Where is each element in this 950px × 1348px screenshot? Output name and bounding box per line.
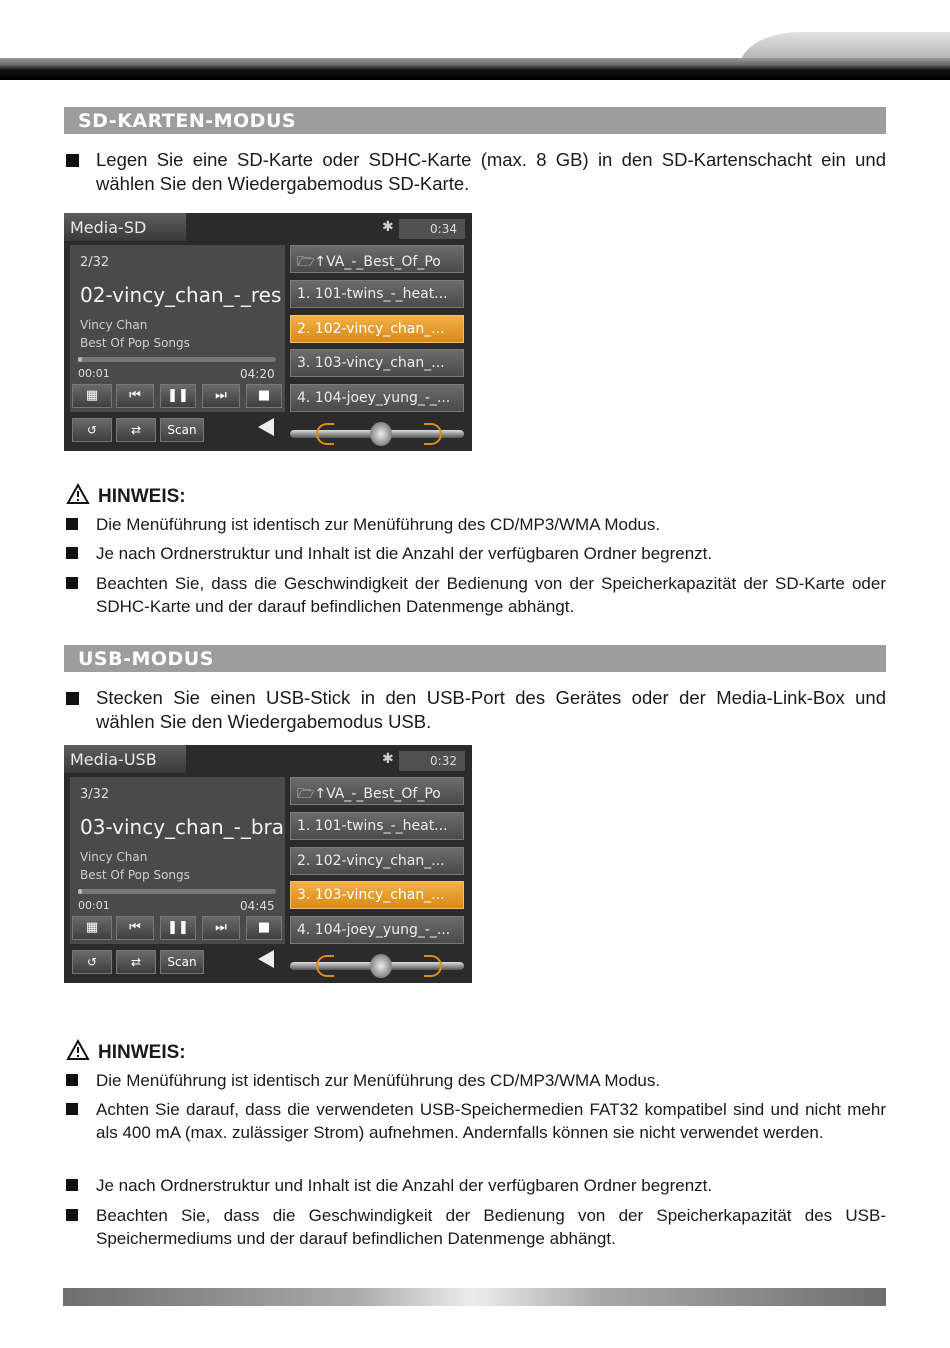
section-header-sd	[64, 107, 886, 134]
section-title: USB-MODUS	[78, 648, 214, 670]
playlist-item[interactable]	[290, 812, 464, 840]
progress-bar[interactable]	[78, 889, 276, 894]
keypad-button[interactable]	[72, 916, 112, 940]
bullet-text: Beachten Sie, dass die Geschwindigkeit der Bedienung von der Speicherkapazität der SD-Karte oder SDHC-Karte und der darauf befindlichen Datenmenge abhängt.	[96, 574, 886, 616]
playlist-item-label: 3. 103-vincy_chan_...	[297, 355, 445, 371]
header-band	[0, 58, 950, 80]
next-button[interactable]	[202, 916, 240, 940]
repeat-button[interactable]	[72, 418, 112, 442]
volume-knob-icon[interactable]	[370, 422, 392, 446]
bullet-square	[66, 577, 78, 589]
bullet-square	[66, 1179, 78, 1191]
stop-icon: ■	[257, 388, 271, 403]
bullet-square	[66, 1209, 78, 1221]
intro-bullet-usb	[66, 686, 886, 734]
playlist-item-label: 1. 101-twins_-_heat...	[297, 286, 448, 302]
mode-controls	[70, 950, 285, 976]
transport-controls	[70, 916, 285, 942]
media-sd-screenshot	[64, 213, 472, 451]
bullet-text: Beachten Sie, dass die Geschwindigkeit der Bedienung von der Speicherkapazität des USB-Speichermediums und der darauf befindlichen Datenmenge abhängt.	[96, 1206, 886, 1248]
pause-icon: ❚❚	[167, 388, 189, 403]
bullet-square	[66, 547, 78, 559]
artist-name: Vincy Chan	[80, 850, 148, 864]
folder-up-icon: 🗁↑	[297, 254, 327, 270]
bullet-text: Die Menüführung ist identisch zur Menüführung des CD/MP3/WMA Modus.	[96, 515, 661, 534]
playlist-item-label: 2. 102-vincy_chan_...	[297, 852, 445, 869]
bullet-text: Je nach Ordnerstruktur und Inhalt ist die Anzahl der verfügbaren Ordner begrenzt.	[96, 544, 713, 563]
playlist-item[interactable]	[290, 349, 464, 377]
playlist-item[interactable]	[290, 315, 464, 343]
progress-fill	[78, 357, 82, 362]
screen-clock: 0:34	[399, 219, 465, 239]
folder-up-icon: 🗁↑	[297, 786, 327, 802]
folder-item[interactable]	[290, 777, 464, 805]
elapsed-time: 00:01	[78, 899, 110, 912]
shuffle-icon: ⇄	[130, 955, 142, 969]
screen-clock: 0:32	[399, 751, 465, 771]
shuffle-button[interactable]	[116, 950, 156, 974]
volume-down-arc	[316, 955, 334, 977]
bluetooth-icon: ✱	[382, 751, 394, 767]
album-name: Best Of Pop Songs	[80, 336, 190, 350]
note-bullet	[66, 1204, 886, 1250]
screen-title: Media-SD	[64, 213, 186, 241]
playlist-item[interactable]	[290, 847, 464, 875]
note-bullet	[66, 1174, 886, 1197]
bullet-square	[66, 154, 79, 167]
bullet-text: Stecken Sie einen USB-Stick in den USB-Port des Gerätes oder der Media-Link-Box und wählen Sie den Wiedergabemodus USB.	[96, 687, 886, 732]
album-name: Best Of Pop Songs	[80, 868, 190, 882]
playlist-item-label: 4. 104-joey_yung_-_...	[297, 389, 451, 406]
stop-button[interactable]	[246, 916, 282, 940]
hinweis-label: HINWEIS:	[98, 1042, 186, 1063]
total-time: 04:45	[240, 899, 275, 913]
back-arrow-icon[interactable]	[258, 418, 274, 436]
previous-track-icon: ⏮	[129, 388, 141, 403]
screen-title: Media-USB	[64, 745, 186, 773]
progress-bar[interactable]	[78, 357, 276, 362]
total-time: 04:20	[240, 367, 275, 381]
progress-fill	[78, 889, 82, 894]
bullet-square	[66, 518, 78, 530]
section-title: SD-KARTEN-MODUS	[78, 110, 297, 132]
playlist-item-label: 3. 103-vincy_chan_...	[297, 887, 445, 903]
transport-controls	[70, 384, 285, 410]
scan-button[interactable]	[160, 950, 204, 974]
bullet-text: Die Menüführung ist identisch zur Menüführung des CD/MP3/WMA Modus.	[96, 1071, 661, 1090]
playlist-item[interactable]	[290, 384, 464, 412]
warning-triangle-icon	[66, 1039, 90, 1061]
volume-up-arc	[424, 955, 442, 977]
note-bullet	[66, 513, 886, 536]
folder-name: VA_-_Best_Of_Po	[326, 254, 441, 270]
note-bullet	[66, 1098, 886, 1144]
previous-button[interactable]	[116, 384, 154, 408]
playlist-item[interactable]	[290, 916, 464, 944]
back-arrow-icon[interactable]	[258, 950, 274, 968]
stop-icon: ■	[257, 920, 271, 935]
shuffle-button[interactable]	[116, 418, 156, 442]
repeat-icon: ↺	[86, 423, 98, 437]
artist-name: Vincy Chan	[80, 318, 148, 332]
section-header-usb	[64, 645, 886, 672]
intro-bullet-sd	[66, 148, 886, 196]
repeat-button[interactable]	[72, 950, 112, 974]
volume-down-arc	[316, 423, 334, 445]
keypad-icon: ▦	[85, 388, 99, 403]
scan-label: Scan	[167, 955, 197, 969]
next-track-icon: ⏭	[215, 920, 227, 935]
previous-track-icon: ⏮	[129, 920, 141, 935]
elapsed-time: 00:01	[78, 367, 110, 380]
pause-button[interactable]	[160, 384, 196, 408]
bullet-text: Je nach Ordnerstruktur und Inhalt ist die Anzahl der verfügbaren Ordner begrenzt.	[96, 1176, 713, 1195]
note-bullet	[66, 1069, 886, 1092]
mode-controls	[70, 418, 285, 444]
folder-item[interactable]	[290, 245, 464, 273]
next-track-icon: ⏭	[215, 388, 227, 403]
scan-label: Scan	[167, 423, 197, 437]
bullet-text: Legen Sie eine SD-Karte oder SDHC-Karte (max. 8 GB) in den SD-Kartenschacht ein und wählen Sie den Wiedergabemodus SD-Karte.	[96, 149, 886, 194]
shuffle-icon: ⇄	[130, 423, 142, 437]
hinweis-heading-sd	[66, 483, 186, 508]
track-title: 02-vincy_chan_-_res	[80, 283, 282, 307]
volume-slider[interactable]	[290, 422, 464, 446]
bluetooth-icon: ✱	[382, 219, 394, 235]
pause-button[interactable]	[160, 916, 196, 940]
volume-slider[interactable]	[290, 954, 464, 978]
scan-button[interactable]	[160, 418, 204, 442]
folder-name: VA_-_Best_Of_Po	[326, 786, 441, 802]
repeat-icon: ↺	[86, 955, 98, 969]
next-button[interactable]	[202, 384, 240, 408]
note-bullet	[66, 572, 886, 618]
volume-up-arc	[424, 423, 442, 445]
playlist-item-label: 2. 102-vincy_chan_...	[297, 320, 445, 337]
footer-band	[63, 1288, 886, 1306]
keypad-icon: ▦	[85, 920, 99, 935]
volume-knob-icon[interactable]	[370, 954, 392, 978]
note-bullet	[66, 542, 886, 565]
hinweis-label: HINWEIS:	[98, 486, 186, 507]
track-counter: 2/32	[80, 255, 110, 270]
pause-icon: ❚❚	[167, 920, 189, 935]
track-counter: 3/32	[80, 787, 110, 802]
bullet-square	[66, 1103, 78, 1115]
bullet-square	[66, 1074, 78, 1086]
previous-button[interactable]	[116, 916, 154, 940]
stop-button[interactable]	[246, 384, 282, 408]
hinweis-heading-usb	[66, 1039, 186, 1064]
playlist-item-label: 1. 101-twins_-_heat...	[297, 818, 448, 834]
keypad-button[interactable]	[72, 384, 112, 408]
playlist-item[interactable]	[290, 280, 464, 308]
playlist-item-label: 4. 104-joey_yung_-_...	[297, 921, 451, 938]
bullet-text: Achten Sie darauf, dass die verwendeten USB-Speichermedien FAT32 kompatibel sind und nicht mehr als 400 mA (max. zulässiger Strom) aufnehmen. Andernfalls können sie nicht verwendet werden.	[96, 1100, 886, 1142]
track-title: 03-vincy_chan_-_bra	[80, 815, 285, 839]
playlist-item[interactable]	[290, 881, 464, 909]
bullet-square	[66, 692, 79, 705]
warning-triangle-icon	[66, 483, 90, 505]
media-usb-screenshot	[64, 745, 472, 983]
